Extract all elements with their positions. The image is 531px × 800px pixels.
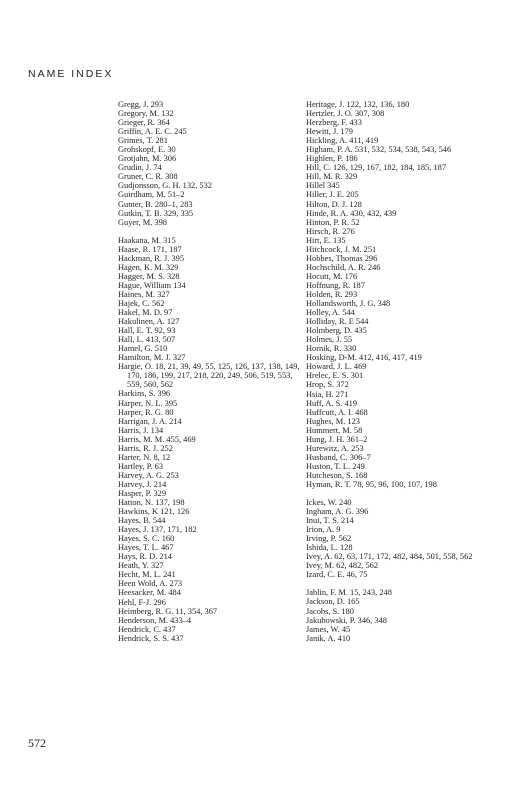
index-entry: Hargie, O. 18, 21, 39, 49, 55, 125, 126, 137, 138, 149, 170, 186, 199, 217, 218, 220, 249, 506, 519, 553, 559, 560, 562 — [118, 362, 300, 390]
index-entry: Husband, C. 306–7 — [306, 452, 371, 462]
index-entry: Gruner, C. R. 308 — [118, 172, 178, 182]
index-entry: Hill, C. 126, 129, 167, 182, 184, 185, 187 — [306, 163, 447, 173]
index-entry: Haakana, M. 315 — [118, 235, 176, 245]
index-entry: Harter, N. 8, 12 — [118, 452, 171, 462]
index-entry: Howard, J. L. 469 — [306, 362, 367, 372]
index-entry: Hall, E. T. 92, 93 — [118, 326, 176, 336]
index-entry: Herzberg, F. 433 — [306, 118, 362, 128]
index-entry: Higham, P. A. 531, 532, 534, 538, 543, 546 — [306, 145, 452, 155]
index-entry: Hocutt, M. 176 — [306, 271, 358, 281]
index-entry: Heritage, J. 122, 132, 136, 180 — [306, 100, 410, 109]
index-entry: Hatton, N. 137, 198 — [118, 498, 185, 508]
index-entry: Grotjahn, M. 306 — [118, 154, 177, 164]
index-entry: Haines, M. 327 — [118, 289, 170, 299]
index-entry: Ishida, L. 128 — [306, 543, 353, 553]
index-entry: Hyman, R. T. 78, 95, 96, 100, 107, 198 — [306, 479, 437, 489]
index-entry: Heen Wold, A. 273 — [118, 579, 183, 589]
index-entry: Harper, N. L. 395 — [118, 398, 178, 408]
index-heading: NAME INDEX — [28, 68, 114, 80]
index-entry: Hackman, R. J. 395 — [118, 253, 185, 263]
index-entry: Hummert, M. 58 — [306, 425, 363, 435]
index-entry: Hayes, B. 544 — [118, 516, 166, 526]
index-entry: Hawkins, K 121, 126 — [118, 507, 190, 517]
index-entry: Huff, A. S. 419 — [306, 398, 358, 408]
index-entry: Hakulinen, A. 127 — [118, 317, 180, 327]
index-entry: Gregory, M. 132 — [118, 109, 174, 119]
index-entry: Hill, M. R. 329 — [306, 172, 358, 182]
index-entry: Hrop, S. 372 — [306, 380, 349, 390]
index-entry: Hagger, M. S. 328 — [118, 271, 180, 281]
index-entry: Hurewitz, A. 253 — [306, 443, 364, 453]
index-entry: Holley, A. 544 — [306, 308, 355, 318]
index-entry: Heath, Y. 327 — [118, 561, 164, 571]
index-entry: Harkins, S. 396 — [118, 389, 171, 399]
index-entry: Jacobs, S. 180 — [306, 606, 354, 616]
index-entry: Holliday, R. E 544 — [306, 317, 369, 327]
index-entry: Hagen, K. M. 329 — [118, 262, 179, 272]
index-column-right — [306, 100, 526, 643]
index-entry: Hamel, G. 510 — [118, 344, 168, 354]
index-entry: Izard, C. E. 46, 75 — [306, 570, 368, 580]
index-column-left — [118, 100, 302, 643]
index-entry: Hayes, S. C. 160 — [118, 534, 175, 544]
index-entry: Huston, T. L. 249 — [306, 461, 365, 471]
index-entry: Haase, R. 171, 187 — [118, 244, 182, 254]
index-entry: Grimes, T. 281 — [118, 136, 168, 146]
index-entry: Hamilton, M. J. 327 — [118, 353, 186, 363]
index-entry: Hinton, P. R. 52 — [306, 217, 360, 227]
index-entry: Hutcheson, S. 168 — [306, 470, 368, 480]
index-entry: Irving, P. 562 — [306, 534, 352, 544]
index-entry: Hiller, J. E. 205 — [306, 190, 359, 200]
index-entry: Grudin, J. 74 — [118, 163, 162, 173]
index-entry: Harris, R. J. 252 — [118, 443, 173, 453]
index-entry: Jablin, F. M. 15, 243, 248 — [306, 588, 392, 598]
index-entry: Hakel, M. D. 97 — [118, 308, 173, 318]
index-entry: Hrelec, E. S. 301 — [306, 371, 364, 381]
index-entry: Guyer, M. 398 — [118, 217, 167, 227]
index-entry: Grieger, R. 364 — [118, 118, 170, 128]
index-entry: Hirsch, R. 276 — [306, 226, 355, 236]
index-entry: Hochschild, A. R. 246 — [306, 262, 381, 272]
index-entry: Holden, R. 293 — [306, 289, 358, 299]
index-entry: Hewitt, J. 179 — [306, 127, 353, 137]
index-entry: Gutkin, T. B. 329, 335 — [118, 208, 194, 218]
index-entry: Jakubowski, P. 346, 348 — [306, 615, 387, 625]
index-entry: Hasper, P. 329 — [118, 488, 167, 498]
index-entry: Hughes, M. 123 — [306, 416, 360, 426]
index-entry: Hecht, M. L. 241 — [118, 570, 176, 580]
group-separator — [118, 227, 302, 236]
index-entry: Irion, A. 9 — [306, 525, 341, 535]
index-entry: Jackson, D. 165 — [306, 597, 360, 607]
index-entry: Ivey, M. 62, 482, 562 — [306, 561, 379, 571]
index-entry: Grohskopf, E. 30 — [118, 145, 176, 155]
index-entry: Hajek, C. 562 — [118, 298, 165, 308]
index-entry: Heesacker, M. 484 — [118, 588, 181, 598]
index-entry: Highlen, P. 186 — [306, 154, 358, 164]
index-entry: Hertzler, J. O. 307, 308 — [306, 109, 385, 119]
index-entry: Ickes, W. 240 — [306, 498, 352, 508]
index-entry: Hilton, D. J. 128 — [306, 199, 362, 209]
index-entry: Hornik, R. 330 — [306, 344, 357, 354]
index-entry: Huffcutt, A. I. 468 — [306, 407, 368, 417]
index-entry: Holmes, J. 55 — [306, 335, 353, 345]
index-entry: Hall, L. 413, 507 — [118, 335, 176, 345]
index-entry: Harper, R. G. 80 — [118, 407, 174, 417]
index-entry: Hosking, D-M. 412, 416, 417, 419 — [306, 353, 422, 363]
index-entry: Gudjonsson, G. H. 132, 532 — [118, 181, 212, 191]
index-entry: Hinde, R. A. 430, 432, 439 — [306, 208, 397, 218]
group-separator — [306, 489, 526, 498]
page-number: 572 — [28, 736, 46, 750]
index-entry: Griffin, A. E. C. 245 — [118, 127, 187, 137]
index-entry: Ivey, A. 62, 63, 171, 172, 482, 484, 501, 558, 562 — [306, 552, 473, 562]
index-entry: Harris, J. 134 — [118, 425, 164, 435]
index-entry: Hollandsworth, J. G. 348 — [306, 299, 391, 309]
index-entry: Harvey, A. G. 253 — [118, 470, 179, 480]
index-entry: Harris, M. M. 455, 469 — [118, 434, 196, 444]
index-entry: Janik, A. 410 — [306, 633, 351, 643]
index-entry: Gregg, J. 293 — [118, 100, 164, 109]
index-entry: Hays, R. D. 214 — [118, 552, 172, 562]
index-entry: James, W. 45 — [306, 624, 351, 634]
index-entry: Harrigan, J. A. 214 — [118, 416, 182, 426]
group-separator — [306, 579, 526, 588]
index-entry: Ingham, A. G. 396 — [306, 507, 369, 517]
index-entry: Hoffnung, R. 187 — [306, 280, 365, 290]
index-entry: Hartley, P. 63 — [118, 461, 164, 471]
index-entry: Hayes, T. L. 467 — [118, 543, 174, 553]
index-entry: Guirdham, M. 51–2 — [118, 190, 185, 200]
index-entry: Hendrick, S. S. 437 — [118, 633, 184, 643]
index-entry: Hobbes, Thomas 296 — [306, 253, 378, 263]
index-entry: Hitchcock, J. M. 251 — [306, 244, 377, 254]
index-entry: Heimberg, R. G. 11, 354, 367 — [118, 606, 218, 616]
index-entry: Hung, J. H. 361–2 — [306, 434, 368, 444]
index-entry: Henderson, M. 433–4 — [118, 615, 192, 625]
index-entry: Hayes, J. 137, 171, 182 — [118, 525, 197, 535]
index-entry: Hsia, H. 271 — [306, 389, 349, 399]
index-entry: Hendrick, C. 437 — [118, 624, 176, 634]
index-entry: Hillel 345 — [306, 181, 340, 191]
index-entry: Hirt, E. 135 — [306, 235, 346, 245]
index-entry: Inui, T. S. 214 — [306, 516, 354, 526]
index-entry: Gunter, B. 280–1, 283 — [118, 199, 193, 209]
index-entry: Hague, William 134 — [118, 280, 186, 290]
index-entry: Hickling, A. 411, 419 — [306, 136, 379, 146]
index-entry: Harvey, J. 214 — [118, 479, 167, 489]
index-entry: Holmberg, D. 435 — [306, 326, 367, 336]
index-entry: Hehl, F-J. 296 — [118, 597, 166, 607]
